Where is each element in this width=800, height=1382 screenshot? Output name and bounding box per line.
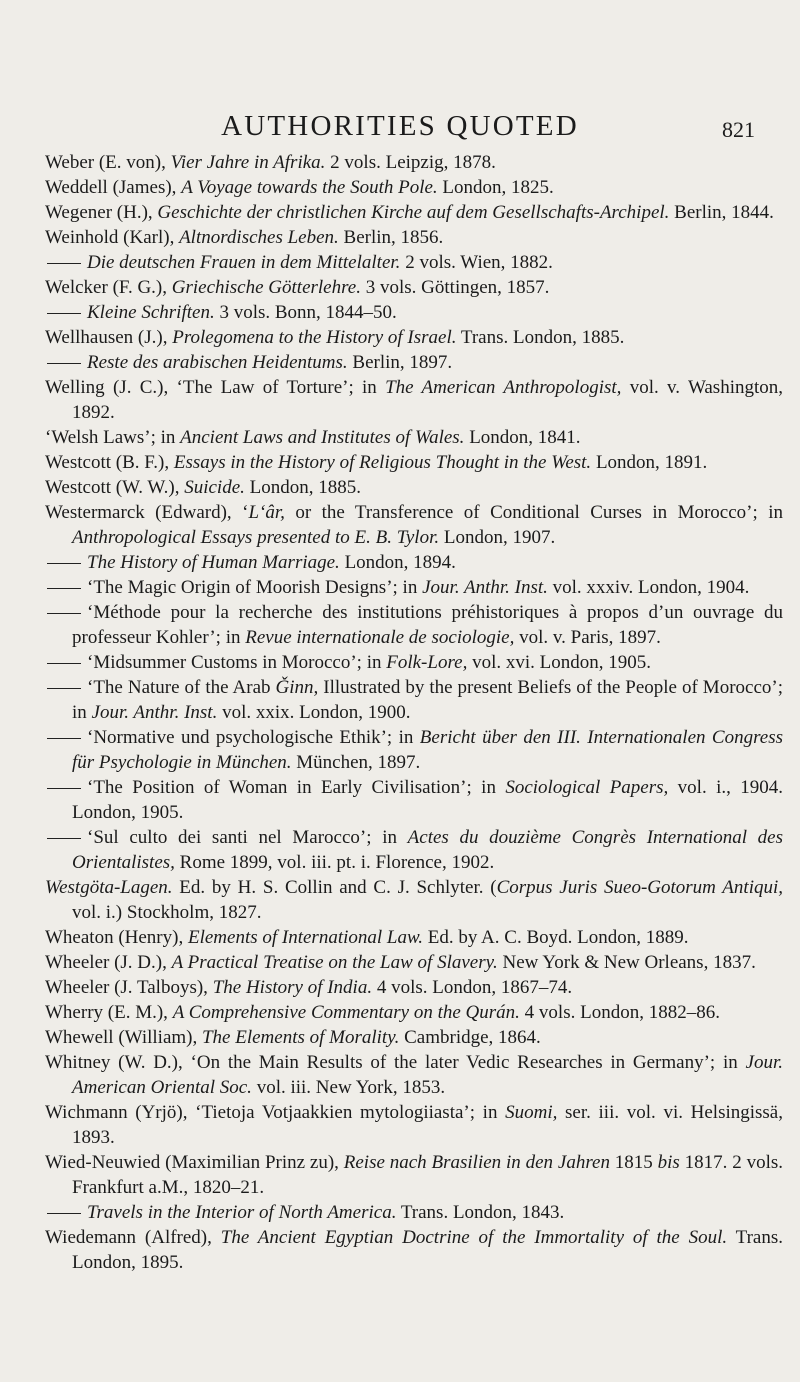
entry-title-italic: Ancient Laws and Institutes of Wales. — [180, 427, 465, 448]
entry-text: ‘The Magic Origin of Moorish Designs’; in — [87, 577, 423, 598]
entry-title-italic: Reste des arabischen Heidentums. — [87, 352, 348, 373]
entry-title-italic: A Voyage towards the South Pole. — [181, 177, 438, 198]
bibliography-entry — [45, 600, 783, 650]
running-title: AUTHORITIES QUOTED — [221, 110, 579, 142]
entry-text: Westermarck (Edward), ‘ — [45, 502, 249, 523]
entry-title-italic: bis — [657, 1152, 680, 1173]
entry-text: Wiedemann (Alfred), — [45, 1227, 221, 1248]
entry-text: 2 vols. Wien, 1882. — [400, 252, 553, 273]
entry-text: Westcott (W. W.), — [45, 477, 185, 498]
entry-text: vol. i.) Stockholm, 1827. — [72, 902, 262, 923]
entry-text: London, 1894. — [339, 552, 456, 573]
entry-text: Welcker (F. G.), — [45, 277, 172, 298]
entry-title-italic: Suomi, — [505, 1102, 558, 1123]
entry-text: Illustrated by the present Beliefs of the People of Morocco’; in — [72, 677, 783, 723]
entry-title-italic: Revue internationale de sociologie, — [245, 627, 515, 648]
entry-text: Berlin, 1856. — [338, 227, 444, 248]
entry-title-italic: Bericht über den III. Internationalen Congress für Psychologie in München. — [72, 727, 783, 773]
bibliography-entry — [45, 1225, 783, 1275]
entry-text: ‘The Position of Woman in Early Civilisation’; in — [87, 777, 506, 798]
bibliography-entry — [45, 775, 783, 825]
entry-text: vol. iii. New York, 1853. — [251, 1077, 446, 1098]
entry-text: ‘Normative und psychologische Ethik’; in — [87, 727, 420, 748]
entry-title-italic: Vier Jahre in Afrika. — [170, 152, 326, 173]
entry-text: vol. xxix. London, 1900. — [217, 702, 411, 723]
entry-title-italic: The American Anthropologist, — [385, 377, 622, 398]
entry-text: 2 vols. Leipzig, 1878. — [325, 152, 496, 173]
bibliography-entry — [45, 975, 783, 1000]
entry-text: Cambridge, 1864. — [399, 1027, 541, 1048]
entry-text: vol. v. Paris, 1897. — [514, 627, 661, 648]
entry-text: Whewell (William), — [45, 1027, 202, 1048]
entry-title-italic: Die deutschen Frauen in dem Mittelalter. — [87, 252, 401, 273]
entry-title-italic: A Comprehensive Commentary on the Qurán. — [172, 1002, 520, 1023]
entry-text: vol. v. Washington, 1892. — [72, 377, 784, 423]
entry-title-italic: Ǧinn, — [275, 677, 319, 698]
entry-text: London, 1825. — [437, 177, 554, 198]
bibliography-entry — [45, 1025, 783, 1050]
entry-text: vol. i., 1904. London, 1905. — [72, 777, 783, 823]
entry-title-italic: Reise nach Brasilien in den Jahren — [343, 1152, 610, 1173]
bibliography-entry — [45, 1000, 783, 1025]
bibliography-entry — [45, 175, 783, 200]
entry-title-italic: Travels in the Interior of North America. — [87, 1202, 397, 1223]
entry-title-italic: Actes du douzième Congrès International des Orientalistes, — [72, 827, 783, 873]
entry-title-italic: The History of India. — [212, 977, 373, 998]
bibliography-entry — [45, 875, 783, 925]
bibliography-entry — [45, 575, 783, 600]
entry-title-italic: A Practical Treatise on the Law of Slavery. — [171, 952, 498, 973]
entry-text: Trans. London, 1895. — [72, 1227, 784, 1273]
ditto-dash — [47, 663, 81, 664]
entry-title-italic: Jour. Anthr. Inst. — [91, 702, 218, 723]
entry-text: Wichmann (Yrjö), ‘Tietoja Votjaakkien mytologiiasta’; in — [45, 1102, 506, 1123]
bibliography-entry — [45, 300, 783, 325]
entry-title-italic: Griechische Götterlehre. — [171, 277, 361, 298]
entry-text: Wellhausen (J.), — [45, 327, 173, 348]
entry-text: Westcott (B. F.), — [45, 452, 174, 473]
bibliography-entry — [45, 925, 783, 950]
entry-title-italic: Elements of International Law. — [187, 927, 423, 948]
entry-text: 4 vols. London, 1867–74. — [372, 977, 573, 998]
ditto-dash — [47, 313, 81, 314]
entry-text: 1815 — [609, 1152, 658, 1173]
entry-title-italic: Prolegomena to the History of Israel. — [172, 327, 457, 348]
entry-title-italic: The History of Human Marriage. — [87, 552, 340, 573]
entry-text: Berlin, 1897. — [347, 352, 453, 373]
ditto-dash — [47, 738, 81, 739]
bibliography-entry — [45, 350, 783, 375]
entry-title-italic: The Elements of Morality. — [201, 1027, 400, 1048]
entry-text: ‘Welsh Laws’; in — [45, 427, 181, 448]
ditto-dash — [47, 263, 81, 264]
page-number: 821 — [722, 117, 755, 142]
entry-text: 3 vols. Bonn, 1844–50. — [214, 302, 397, 323]
ditto-dash — [47, 788, 81, 789]
entry-text: Trans. London, 1885. — [456, 327, 625, 348]
entry-title-italic: Geschichte der christlichen Kirche auf dem Gesellschafts-Archipel. — [157, 202, 670, 223]
bibliography-entry — [45, 225, 783, 250]
entry-text: ‘The Nature of the Arab — [87, 677, 276, 698]
entry-title-italic: Anthropological Essays presented to E. B. Tylor. — [72, 527, 440, 548]
bibliography-entry — [45, 725, 783, 775]
bibliography-entry — [45, 825, 783, 875]
entry-title-italic: Sociological Papers, — [505, 777, 669, 798]
entry-text: London, 1907. — [439, 527, 556, 548]
bibliography-list — [45, 150, 783, 1275]
entry-text: 4 vols. London, 1882–86. — [519, 1002, 720, 1023]
entry-text: Wheaton (Henry), — [45, 927, 188, 948]
bibliography-entry — [45, 375, 783, 425]
entry-text: Weinhold (Karl), — [45, 227, 180, 248]
entry-text: Rome 1899, vol. iii. pt. i. Florence, 1902. — [174, 852, 495, 873]
bibliography-entry — [45, 500, 783, 550]
entry-text: München, 1897. — [291, 752, 421, 773]
ditto-dash — [47, 1213, 81, 1214]
entry-text: Ed. by A. C. Boyd. London, 1889. — [423, 927, 689, 948]
entry-title-italic: L‘âr, — [248, 502, 285, 523]
entry-title-italic: Kleine Schriften. — [87, 302, 215, 323]
bibliography-entry — [45, 675, 783, 725]
bibliography-entry — [45, 650, 783, 675]
page-header — [0, 0, 800, 150]
entry-text: Welling (J. C.), ‘The Law of Torture’; in — [45, 377, 386, 398]
entry-text: Wegener (H.), — [45, 202, 158, 223]
entry-text: ser. iii. vol. vi. Helsingissä, 1893. — [72, 1102, 783, 1148]
entry-text: 3 vols. Göttingen, 1857. — [361, 277, 550, 298]
entry-title-italic: Altnordisches Leben. — [179, 227, 339, 248]
bibliography-entry — [45, 150, 783, 175]
entry-title-italic: Jour. Anthr. Inst. — [422, 577, 548, 598]
bibliography-entry — [45, 1200, 783, 1225]
entry-text: Wheeler (J. D.), — [45, 952, 172, 973]
ditto-dash — [47, 363, 81, 364]
entry-text: Wherry (E. M.), — [45, 1002, 173, 1023]
entry-title-italic: Corpus Juris Sueo-Gotorum Antiqui, — [496, 877, 784, 898]
ditto-dash — [47, 613, 81, 614]
entry-text: vol. xvi. London, 1905. — [467, 652, 651, 673]
entry-text: Ed. by H. S. Collin and C. J. Schlyter. ( — [172, 877, 497, 898]
bibliography-entry — [45, 325, 783, 350]
entry-title-italic: Suicide. — [184, 477, 245, 498]
bibliography-entry — [45, 1100, 783, 1150]
bibliography-entry — [45, 275, 783, 300]
bibliography-entry — [45, 425, 783, 450]
entry-text: or the Transference of Conditional Curses in Morocco’; in — [284, 502, 783, 523]
ditto-dash — [47, 688, 81, 689]
entry-title-italic: The Ancient Egyptian Doctrine of the Immortality of the Soul. — [220, 1227, 728, 1248]
bibliography-entry — [45, 1150, 783, 1200]
entry-title-italic: Essays in the History of Religious Thought in the West. — [173, 452, 592, 473]
bibliography-entry — [45, 450, 783, 475]
entry-title-italic: Jour. American Oriental Soc. — [72, 1052, 783, 1098]
bibliography-entry — [45, 200, 783, 225]
entry-text: Wheeler (J. Talboys), — [45, 977, 213, 998]
bibliography-entry — [45, 475, 783, 500]
entry-text: 1817. 2 vols. Frankfurt a.M., 1820–21. — [72, 1152, 783, 1198]
entry-title-italic: Folk-Lore, — [386, 652, 468, 673]
entry-text: London, 1841. — [464, 427, 581, 448]
entry-text: ‘Méthode pour la recherche des institutions préhistoriques à propos d’un ouvrage du professeur Kohler’; in — [72, 602, 783, 648]
entry-text: Whitney (W. D.), ‘On the Main Results of the later Vedic Researches in Germany’; in — [45, 1052, 746, 1073]
bibliography-entry — [45, 250, 783, 275]
bibliography-entry — [45, 950, 783, 975]
ditto-dash — [47, 563, 81, 564]
entry-text: Trans. London, 1843. — [396, 1202, 565, 1223]
entry-text: ‘Sul culto dei santi nel Marocco’; in — [87, 827, 408, 848]
bibliography-entry — [45, 1050, 783, 1100]
entry-text: ‘Midsummer Customs in Morocco’; in — [87, 652, 387, 673]
entry-text: vol. xxxiv. London, 1904. — [547, 577, 750, 598]
entry-title-italic: Westgöta-Lagen. — [45, 877, 173, 898]
ditto-dash — [47, 588, 81, 589]
entry-text: New York & New Orleans, 1837. — [497, 952, 756, 973]
entry-text: Wied-Neuwied (Maximilian Prinz zu), — [45, 1152, 344, 1173]
ditto-dash — [47, 838, 81, 839]
entry-text: London, 1885. — [244, 477, 361, 498]
entry-text: Berlin, 1844. — [669, 202, 774, 223]
entry-text: Weber (E. von), — [45, 152, 171, 173]
bibliography-entry — [45, 550, 783, 575]
entry-text: London, 1891. — [591, 452, 708, 473]
entry-text: Weddell (James), — [45, 177, 182, 198]
